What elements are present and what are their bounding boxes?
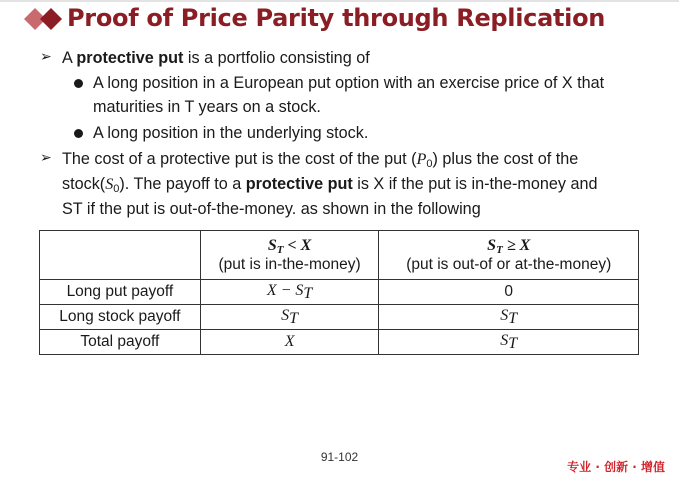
row-label: Long put payoff xyxy=(40,280,201,305)
cell-total-itm: X xyxy=(200,330,379,355)
round-bullet-icon xyxy=(74,129,83,138)
cell-stock-itm: ST xyxy=(200,305,379,330)
table-row-long-put xyxy=(40,280,639,305)
decorative-diamonds-icon xyxy=(24,8,64,30)
sub-bullet-2: A long position in the underlying stock. xyxy=(93,124,369,142)
row-label: Long stock payoff xyxy=(40,305,201,330)
bullet-2-line-1: The cost of a protective put is the cost of the put $(P_0)$ plus the cost of the xyxy=(62,150,579,170)
bullet-2-line-3: ST if the put is out-of-the-money. as shown in the following xyxy=(62,200,481,218)
row-label: Total payoff xyxy=(40,330,201,355)
sub-bullet-1-line-2: maturities in T years on a stock. xyxy=(93,98,321,116)
cell-put-itm: X − ST xyxy=(200,280,379,305)
table-header-row xyxy=(40,231,639,280)
page-number: 91-102 xyxy=(320,450,359,464)
table-row-long-stock xyxy=(40,305,639,330)
cell-total-otm: ST xyxy=(379,330,639,355)
footer-slogan: 专业 · 创新 · 增值 xyxy=(567,460,665,474)
cell-stock-otm: ST xyxy=(379,305,639,330)
table-row-total xyxy=(40,330,639,355)
bullet-1: A protective put is a portfolio consisting of xyxy=(62,49,370,67)
header-out-of-the-money: $S_T \ge X$ (put is out-of or at-the-money) xyxy=(379,231,639,280)
arrow-bullet-icon: ➢ xyxy=(40,48,52,64)
sub-bullet-1-line-1: A long position in a European put option with an exercise price of X that xyxy=(93,74,605,92)
table-corner-cell xyxy=(40,231,201,280)
bullet-2-line-2: $stock(S_0)$. The payoff to a protective put is X if the put is in-the-money and xyxy=(62,175,598,195)
slide-title: Proof of Price Parity through Replication xyxy=(67,4,606,32)
header-in-the-money: $S_T < X$ (put is in-the-money) xyxy=(200,231,379,280)
payoff-table xyxy=(39,230,639,355)
top-divider xyxy=(0,0,679,2)
arrow-bullet-icon: ➢ xyxy=(40,149,52,165)
round-bullet-icon xyxy=(74,79,83,88)
cell-put-otm: 0 xyxy=(379,280,639,305)
